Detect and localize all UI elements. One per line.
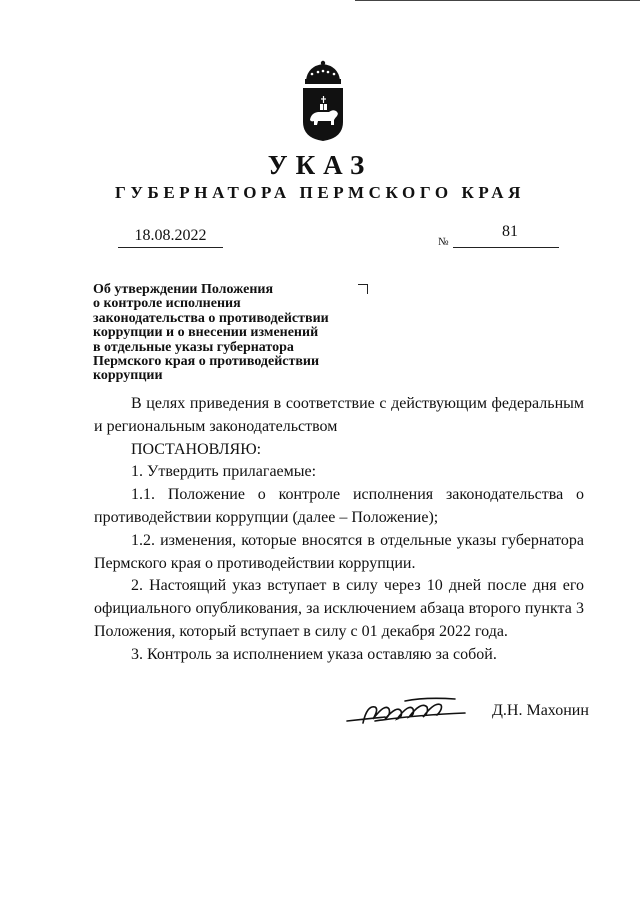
date-underline: [118, 247, 223, 248]
decree-word: ПОСТАНОВЛЯЮ:: [131, 440, 262, 458]
coat-of-arms-icon: [298, 60, 348, 142]
heading-line: Об утверждении Положения: [93, 282, 274, 297]
heading-line: о контроле исполнения: [93, 296, 241, 312]
top-edge-line: [355, 0, 640, 4]
heading-line: Пермского края о противодействии: [93, 354, 320, 370]
item-1-1: 1.1. Положение о контроле исполнения законодательства о противодействии коррупции (далее – Положение);: [94, 486, 584, 526]
document-subtitle: ГУБЕРНАТОРА ПЕРМСКОГО КРАЯ: [115, 183, 525, 202]
item-3: 3. Контроль за исполнением указа оставляю за собой.: [131, 645, 497, 663]
document-date: 18.08.2022: [134, 227, 207, 244]
heading-line: в отдельные указы губернатора: [93, 339, 294, 355]
preamble-paragraph: В целях приведения в соответствие с действующим федеральным и региональным законодательством: [94, 395, 584, 435]
document-heading: [93, 283, 373, 384]
number-label: №: [438, 236, 449, 248]
heading-line: коррупции и о внесении изменений: [93, 325, 319, 341]
item-2: 2. Настоящий указ вступает в силу через 10 дней после дня его официального опубликования, за исключением абзаца второго пункта 3 Положения, который вступает в силу с 01 декабря 2022 года.: [94, 577, 584, 640]
number-underline: [453, 247, 559, 248]
item-1: 1. Утвердить прилагаемые:: [131, 463, 317, 481]
document-body: [94, 393, 584, 667]
item-1-2: 1.2. изменения, которые вносятся в отдельные указы губернатора Пермского края о противодействии коррупции.: [94, 531, 584, 572]
heading-line: законодательства о противодействии: [93, 310, 329, 326]
heading-corner-mark: [358, 284, 368, 294]
heading-line: коррупции: [93, 368, 163, 384]
document-number: 81: [502, 223, 518, 240]
signature-icon: [345, 695, 470, 727]
signer-name: Д.Н. Махонин: [492, 702, 589, 719]
document-title: УКАЗ: [267, 150, 373, 180]
